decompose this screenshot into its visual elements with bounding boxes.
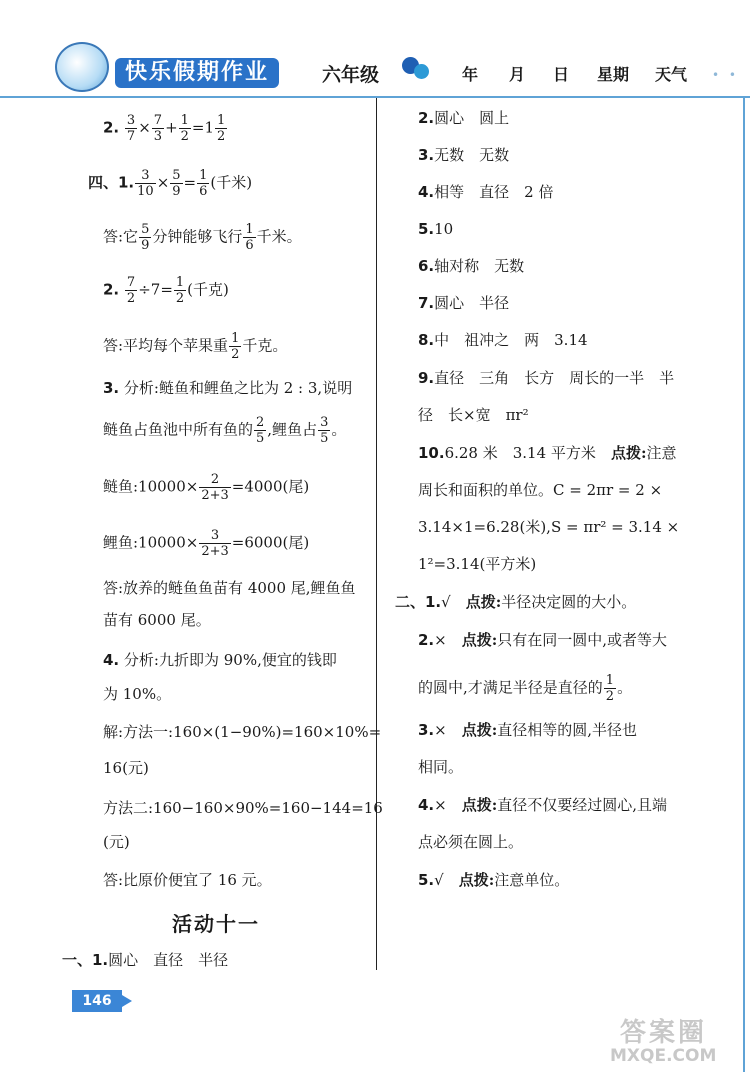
fraction: $\frac{3}{7}$ <box>126 113 136 144</box>
left-s1-line: 一、1.圆心 直径 半径 <box>62 951 229 969</box>
right-item-9-cont: 径 长×宽 πr² <box>418 406 529 424</box>
fraction: $\frac{1}{2}$ <box>217 113 226 144</box>
right-item-9: 9.直径 三角 长方 周长的一半 半 <box>418 369 675 387</box>
fraction: $\frac{1}{6}$ <box>245 222 254 253</box>
left-q3-line1: 3. 分析:鲢鱼和鲤鱼之比为 2 : 3,说明 <box>103 379 353 397</box>
right-item-3: 3.无数 无数 <box>418 146 510 164</box>
header-rule <box>0 96 750 98</box>
right-s2-item-2-cont: 的圆中,才满足半径是直径的 $\frac{1}{2}$ 。 <box>418 673 633 704</box>
fraction: $\frac{2}{5}$ <box>256 415 265 446</box>
right-item-7: 7.圆心 半径 <box>418 294 510 312</box>
day-label: 日 <box>553 65 570 84</box>
right-s2-item-5: 5.√ 点拨:注意单位。 <box>418 871 570 889</box>
right-item-10-line2: 周长和面积的单位。C = 2πr = 2 × <box>418 481 663 499</box>
left-q2b-equation: 2. $\frac{7}{2}$ ÷7= $\frac{1}{2}$ (千克) <box>103 275 229 306</box>
fraction: $\frac{5}{9}$ <box>172 168 181 199</box>
left-calc-carp: 鲤鱼:10000× $\frac{3}{2+3}$ =6000(尾) <box>103 528 310 559</box>
left-answer-3-line2: 苗有 6000 尾。 <box>103 611 211 629</box>
fraction: $\frac{1}{2}$ <box>231 331 240 362</box>
page-number: 146 <box>72 990 122 1012</box>
left-q4-line1: 4. 分析:九折即为 90%,便宜的钱即 <box>103 651 337 669</box>
fraction: $\frac{1}{2}$ <box>605 673 615 704</box>
left-q2-equation: 2. $\frac{3}{7}$ × $\frac{7}{3}$ + $\frac{1}{2}$ =1 $\frac{1}{2}$ <box>103 113 226 144</box>
left-answer-4: 答:比原价便宜了 16 元。 <box>103 871 272 889</box>
weather-label: 天气 <box>655 65 688 84</box>
left-method2-line1: 方法二:160−160×90%=160−144=16 <box>103 799 383 817</box>
fraction: $\frac{3}{10}$ <box>137 168 154 199</box>
left-solution-line2: 16(元) <box>103 759 149 777</box>
fraction: $\frac{2}{2+3}$ <box>201 472 229 503</box>
right-item-10-line4: 1²=3.14(平方米) <box>418 555 537 573</box>
right-item-10: 10.6.28 米 3.14 平方米 点拨:注意 <box>418 444 677 462</box>
right-s2-item-1: 二、1.√ 点拨:半径决定圆的大小。 <box>395 593 637 611</box>
month-label: 月 <box>509 65 526 84</box>
column-divider <box>376 98 377 970</box>
left-solution-line1: 解:方法一:160×(1−90%)=160×10%= <box>103 723 382 741</box>
fraction: $\frac{7}{2}$ <box>126 275 136 306</box>
fraction: $\frac{1}{2}$ <box>175 275 185 306</box>
year-label: 年 <box>462 65 479 84</box>
right-s2-item-4-cont: 点必须在圆上。 <box>418 833 524 851</box>
left-q4-line2: 为 10%。 <box>103 685 172 703</box>
dots-decoration: • • <box>712 68 739 82</box>
fraction: $\frac{3}{2+3}$ <box>201 528 229 559</box>
fraction: $\frac{7}{3}$ <box>153 113 163 144</box>
right-item-10-line3: 3.14×1=6.28(米),S = πr² = 3.14 × <box>418 518 680 536</box>
section-title: 活动十一 <box>172 912 260 936</box>
watermark: 答案圈 MXQE.COM <box>610 1018 717 1066</box>
left-answer-2: 答:平均每个苹果重 $\frac{1}{2}$ 千克。 <box>103 331 288 362</box>
grade-label: 六年级 <box>322 64 380 86</box>
right-s2-item-4: 4.× 点拨:直径不仅要经过圆心,且端 <box>418 796 668 814</box>
left-s4-q1-equation: 四、1. $\frac{3}{10}$ × $\frac{5}{9}$ = $\frac{1}{6}$ (千米) <box>88 168 253 199</box>
right-s2-item-3-cont: 相同。 <box>418 758 464 776</box>
right-s2-item-2: 2.× 点拨:只有在同一圆中,或者等大 <box>418 631 668 649</box>
left-answer-1: 答:它 $\frac{5}{9}$ 分钟能够飞行 $\frac{1}{6}$ 千米。 <box>103 222 302 253</box>
left-calc-silver-carp: 鲢鱼:10000× $\frac{2}{2+3}$ =4000(尾) <box>103 472 310 503</box>
fraction: $\frac{5}{9}$ <box>141 222 150 253</box>
left-answer-3-line1: 答:放养的鲢鱼鱼苗有 4000 尾,鲤鱼鱼 <box>103 579 356 597</box>
right-item-4: 4.相等 直径 2 倍 <box>418 183 554 201</box>
right-item-8: 8.中 祖冲之 两 3.14 <box>418 331 588 349</box>
weekday-label: 星期 <box>597 65 630 84</box>
right-item-5: 5.10 <box>418 220 454 238</box>
left-method2-line2: (元) <box>103 833 130 851</box>
magnifier-logo-icon <box>55 42 109 92</box>
page-header <box>0 0 750 96</box>
fraction: $\frac{1}{6}$ <box>199 168 208 199</box>
left-q3-line2: 鲢鱼占鱼池中所有鱼的 $\frac{2}{5}$ ,鲤鱼占 $\frac{3}{5}$ 。 <box>103 415 347 446</box>
book-title: 快乐假期作业 <box>115 58 279 88</box>
fraction: $\frac{3}{5}$ <box>320 415 329 446</box>
balls-decoration-icon <box>402 57 432 81</box>
right-item-2: 2.圆心 圆上 <box>418 109 510 127</box>
fraction: $\frac{1}{2}$ <box>180 113 189 144</box>
page-edge-rule <box>743 96 745 1072</box>
right-item-6: 6.轴对称 无数 <box>418 257 525 275</box>
right-s2-item-3: 3.× 点拨:直径相等的圆,半径也 <box>418 721 638 739</box>
